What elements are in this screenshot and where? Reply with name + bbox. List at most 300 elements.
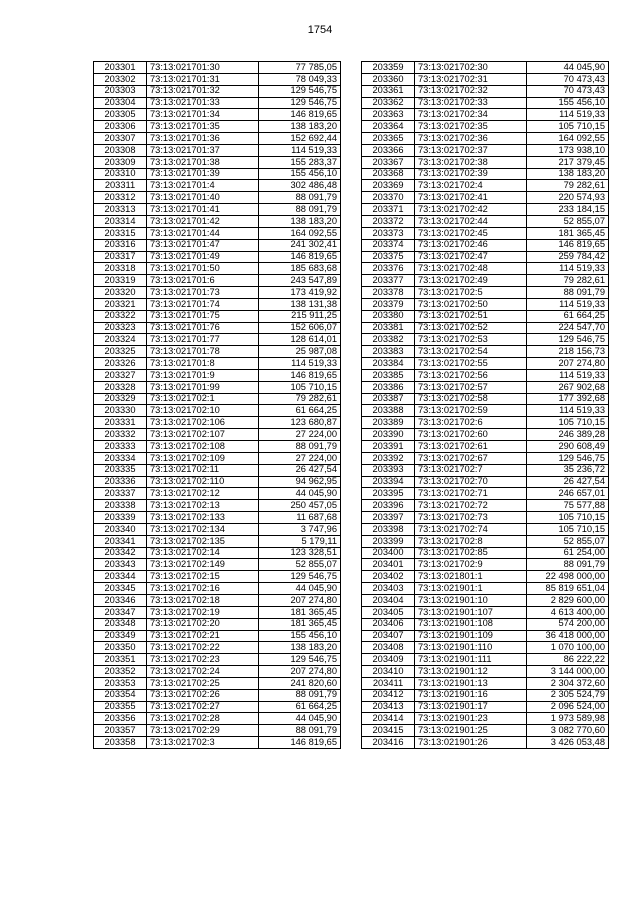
table-row: [94, 547, 341, 559]
table-row: [94, 606, 341, 618]
value-cell: 243 547,89: [259, 275, 341, 287]
table-row: [362, 144, 609, 156]
value-cell: 61 664,25: [259, 701, 341, 713]
record-number-cell: 203399: [362, 535, 415, 547]
value-cell: 114 519,33: [259, 144, 341, 156]
record-number-cell: 203304: [94, 97, 147, 109]
record-number-cell: 203387: [362, 393, 415, 405]
table-row: [94, 583, 341, 595]
value-cell: 94 962,95: [259, 476, 341, 488]
value-cell: 155 283,37: [259, 156, 341, 168]
table-row: [94, 441, 341, 453]
table-row: [94, 62, 341, 74]
cadastral-number-cell: 73:13:021702:31: [415, 73, 527, 85]
table-row: [362, 85, 609, 97]
value-cell: 138 183,20: [259, 642, 341, 654]
table-row: [94, 701, 341, 713]
value-cell: 61 254,00: [527, 547, 609, 559]
table-row: [94, 642, 341, 654]
value-cell: 44 045,90: [259, 713, 341, 725]
value-cell: 241 820,60: [259, 677, 341, 689]
table-row: [94, 144, 341, 156]
value-cell: 79 282,61: [259, 393, 341, 405]
value-cell: 129 546,75: [527, 334, 609, 346]
record-number-cell: 203385: [362, 369, 415, 381]
record-number-cell: 203347: [94, 606, 147, 618]
value-cell: 152 606,07: [259, 322, 341, 334]
value-cell: 181 365,45: [259, 606, 341, 618]
value-cell: 220 574,93: [527, 192, 609, 204]
cadastral-number-cell: 73:13:021702:149: [147, 559, 259, 571]
value-cell: 128 614,01: [259, 334, 341, 346]
cadastral-number-cell: 73:13:021701:36: [147, 133, 259, 145]
cadastral-number-cell: 73:13:021702:11: [147, 464, 259, 476]
table-row: [362, 346, 609, 358]
table-row: [94, 405, 341, 417]
cadastral-number-cell: 73:13:021702:3: [147, 737, 259, 749]
value-cell: 207 274,80: [259, 666, 341, 678]
record-number-cell: 203412: [362, 689, 415, 701]
record-number-cell: 203346: [94, 594, 147, 606]
record-number-cell: 203331: [94, 417, 147, 429]
record-number-cell: 203397: [362, 512, 415, 524]
record-number-cell: 203376: [362, 263, 415, 275]
cadastral-number-cell: 73:13:021701:6: [147, 275, 259, 287]
record-number-cell: 203319: [94, 275, 147, 287]
value-cell: 290 608,49: [527, 441, 609, 453]
table-row: [362, 417, 609, 429]
table-row: [362, 559, 609, 571]
value-cell: 129 546,75: [259, 571, 341, 583]
cadastral-number-cell: 73:13:021701:78: [147, 346, 259, 358]
value-cell: 138 183,20: [259, 121, 341, 133]
table-row: [94, 725, 341, 737]
table-row: [94, 73, 341, 85]
record-number-cell: 203326: [94, 358, 147, 370]
record-number-cell: 203384: [362, 358, 415, 370]
cadastral-number-cell: 73:13:021702:20: [147, 618, 259, 630]
record-number-cell: 203392: [362, 452, 415, 464]
cadastral-number-cell: 73:13:021701:49: [147, 251, 259, 263]
value-cell: 2 305 524,79: [527, 689, 609, 701]
record-number-cell: 203394: [362, 476, 415, 488]
value-cell: 246 389,28: [527, 429, 609, 441]
table-row: [94, 180, 341, 192]
value-cell: 177 392,68: [527, 393, 609, 405]
value-cell: 26 427,54: [527, 476, 609, 488]
value-cell: 574 200,00: [527, 618, 609, 630]
cadastral-number-cell: 73:13:021701:39: [147, 168, 259, 180]
table-row: [94, 239, 341, 251]
record-number-cell: 203311: [94, 180, 147, 192]
table-row: [362, 571, 609, 583]
record-number-cell: 203416: [362, 737, 415, 749]
record-number-cell: 203338: [94, 500, 147, 512]
table-row: [94, 594, 341, 606]
value-cell: 114 519,33: [527, 369, 609, 381]
record-number-cell: 203354: [94, 689, 147, 701]
value-cell: 105 710,15: [259, 381, 341, 393]
record-number-cell: 203314: [94, 215, 147, 227]
cadastral-number-cell: 73:13:021702:21: [147, 630, 259, 642]
record-number-cell: 203411: [362, 677, 415, 689]
table-row: [94, 630, 341, 642]
cadastral-number-cell: 73:13:021901:111: [415, 654, 527, 666]
value-cell: 302 486,48: [259, 180, 341, 192]
record-number-cell: 203343: [94, 559, 147, 571]
value-cell: 164 092,55: [527, 133, 609, 145]
cadastral-number-cell: 73:13:021702:133: [147, 512, 259, 524]
record-number-cell: 203407: [362, 630, 415, 642]
table-row: [94, 689, 341, 701]
record-number-cell: 203404: [362, 594, 415, 606]
table-row: [362, 97, 609, 109]
value-cell: 146 819,65: [259, 369, 341, 381]
table-row: [94, 559, 341, 571]
cadastral-number-cell: 73:13:021701:75: [147, 310, 259, 322]
value-cell: 105 710,15: [527, 523, 609, 535]
cadastral-number-cell: 73:13:021701:33: [147, 97, 259, 109]
record-number-cell: 203313: [94, 204, 147, 216]
value-cell: 114 519,33: [259, 358, 341, 370]
value-cell: 215 911,25: [259, 310, 341, 322]
cadastral-number-cell: 73:13:021702:46: [415, 239, 527, 251]
cadastral-number-cell: 73:13:021702:61: [415, 441, 527, 453]
value-cell: 129 546,75: [259, 97, 341, 109]
record-number-cell: 203341: [94, 535, 147, 547]
table-row: [94, 535, 341, 547]
cadastral-number-cell: 73:13:021701:35: [147, 121, 259, 133]
cadastral-number-cell: 73:13:021901:1: [415, 583, 527, 595]
record-number-cell: 203398: [362, 523, 415, 535]
record-number-cell: 203405: [362, 606, 415, 618]
value-cell: 146 819,65: [259, 251, 341, 263]
table-row: [362, 535, 609, 547]
table-row: [362, 476, 609, 488]
value-cell: 233 184,15: [527, 204, 609, 216]
cadastral-number-cell: 73:13:021702:72: [415, 500, 527, 512]
table-row: [362, 263, 609, 275]
value-cell: 105 710,15: [527, 512, 609, 524]
record-number-cell: 203377: [362, 275, 415, 287]
record-number-cell: 203335: [94, 464, 147, 476]
table-row: [362, 689, 609, 701]
table-row: [94, 310, 341, 322]
cadastral-number-cell: 73:13:021702:15: [147, 571, 259, 583]
value-cell: 52 855,07: [259, 559, 341, 571]
cadastral-number-cell: 73:13:021702:107: [147, 429, 259, 441]
record-number-cell: 203302: [94, 73, 147, 85]
record-number-cell: 203305: [94, 109, 147, 121]
value-cell: 3 747,96: [259, 523, 341, 535]
record-number-cell: 203316: [94, 239, 147, 251]
cadastral-number-cell: 73:13:021702:41: [415, 192, 527, 204]
value-cell: 181 365,45: [259, 618, 341, 630]
cadastral-number-cell: 73:13:021701:44: [147, 227, 259, 239]
value-cell: 4 613 400,00: [527, 606, 609, 618]
cadastral-number-cell: 73:13:021702:58: [415, 393, 527, 405]
table-row: [94, 417, 341, 429]
table-row: [94, 393, 341, 405]
table-row: [362, 547, 609, 559]
cadastral-number-cell: 73:13:021701:47: [147, 239, 259, 251]
table-row: [362, 73, 609, 85]
table-row: [94, 488, 341, 500]
record-number-cell: 203365: [362, 133, 415, 145]
record-number-cell: 203348: [94, 618, 147, 630]
cadastral-number-cell: 73:13:021701:32: [147, 85, 259, 97]
cadastral-number-cell: 73:13:021701:9: [147, 369, 259, 381]
cadastral-number-cell: 73:13:021702:109: [147, 452, 259, 464]
record-number-cell: 203386: [362, 381, 415, 393]
table-row: [362, 121, 609, 133]
table-row: [94, 298, 341, 310]
cadastral-number-cell: 73:13:021701:50: [147, 263, 259, 275]
cadastral-number-cell: 73:13:021701:41: [147, 204, 259, 216]
value-cell: 181 365,45: [527, 227, 609, 239]
record-number-cell: 203352: [94, 666, 147, 678]
record-number-cell: 203350: [94, 642, 147, 654]
table-row: [362, 133, 609, 145]
record-number-cell: 203370: [362, 192, 415, 204]
table-row: [362, 523, 609, 535]
table-row: [362, 512, 609, 524]
record-number-cell: 203309: [94, 156, 147, 168]
cadastral-number-cell: 73:13:021901:23: [415, 713, 527, 725]
value-cell: 138 131,38: [259, 298, 341, 310]
table-row: [94, 109, 341, 121]
table-row: [362, 192, 609, 204]
cadastral-number-cell: 73:13:021901:107: [415, 606, 527, 618]
cadastral-number-cell: 73:13:021702:71: [415, 488, 527, 500]
table-row: [94, 618, 341, 630]
record-number-cell: 203322: [94, 310, 147, 322]
value-cell: 22 498 000,00: [527, 571, 609, 583]
cadastral-number-cell: 73:13:021702:44: [415, 215, 527, 227]
value-cell: 155 456,10: [259, 168, 341, 180]
cadastral-number-cell: 73:13:021702:29: [147, 725, 259, 737]
value-cell: 155 456,10: [527, 97, 609, 109]
record-number-cell: 203303: [94, 85, 147, 97]
value-cell: 11 687,68: [259, 512, 341, 524]
table-row: [362, 630, 609, 642]
record-number-cell: 203406: [362, 618, 415, 630]
record-number-cell: 203403: [362, 583, 415, 595]
record-number-cell: 203318: [94, 263, 147, 275]
cadastral-number-cell: 73:13:021702:1: [147, 393, 259, 405]
cadastral-number-cell: 73:13:021702:13: [147, 500, 259, 512]
record-number-cell: 203323: [94, 322, 147, 334]
cadastral-number-cell: 73:13:021702:9: [415, 559, 527, 571]
value-cell: 250 457,05: [259, 500, 341, 512]
record-number-cell: 203330: [94, 405, 147, 417]
table-row: [362, 441, 609, 453]
record-number-cell: 203358: [94, 737, 147, 749]
table-row: [94, 156, 341, 168]
record-number-cell: 203388: [362, 405, 415, 417]
cadastral-number-cell: 73:13:021702:5: [415, 287, 527, 299]
record-number-cell: 203391: [362, 441, 415, 453]
value-cell: 1 070 100,00: [527, 642, 609, 654]
cadastral-number-cell: 73:13:021702:59: [415, 405, 527, 417]
cadastral-number-cell: 73:13:021702:39: [415, 168, 527, 180]
table-row: [362, 488, 609, 500]
value-cell: 129 546,75: [527, 452, 609, 464]
value-cell: 52 855,07: [527, 535, 609, 547]
record-number-cell: 203359: [362, 62, 415, 74]
cadastral-number-cell: 73:13:021901:12: [415, 666, 527, 678]
value-cell: 123 328,51: [259, 547, 341, 559]
table-row: [362, 606, 609, 618]
page-number: 1754: [307, 24, 333, 36]
record-number-cell: 203351: [94, 654, 147, 666]
table-row: [362, 393, 609, 405]
cadastral-number-cell: 73:13:021702:22: [147, 642, 259, 654]
cadastral-number-cell: 73:13:021901:109: [415, 630, 527, 642]
table-row: [362, 666, 609, 678]
cadastral-number-cell: 73:13:021702:33: [415, 97, 527, 109]
cadastral-number-cell: 73:13:021702:47: [415, 251, 527, 263]
cadastral-number-cell: 73:13:021701:34: [147, 109, 259, 121]
record-number-cell: 203306: [94, 121, 147, 133]
value-cell: 123 680,87: [259, 417, 341, 429]
table-row: [362, 180, 609, 192]
value-cell: 146 819,65: [259, 109, 341, 121]
table-row: [94, 334, 341, 346]
record-number-cell: 203366: [362, 144, 415, 156]
table-row: [362, 156, 609, 168]
record-number-cell: 203402: [362, 571, 415, 583]
record-number-cell: 203312: [94, 192, 147, 204]
record-number-cell: 203307: [94, 133, 147, 145]
record-number-cell: 203357: [94, 725, 147, 737]
value-cell: 114 519,33: [527, 405, 609, 417]
value-cell: 88 091,79: [259, 689, 341, 701]
value-cell: 207 274,80: [259, 594, 341, 606]
record-number-cell: 203310: [94, 168, 147, 180]
value-cell: 44 045,90: [527, 62, 609, 74]
cadastral-number-cell: 73:13:021702:70: [415, 476, 527, 488]
record-number-cell: 203325: [94, 346, 147, 358]
record-number-cell: 203315: [94, 227, 147, 239]
cadastral-number-cell: 73:13:021702:135: [147, 535, 259, 547]
record-number-cell: 203339: [94, 512, 147, 524]
table-row: [362, 654, 609, 666]
cadastral-number-cell: 73:13:021901:13: [415, 677, 527, 689]
record-number-cell: 203333: [94, 441, 147, 453]
cadastral-number-cell: 73:13:021702:51: [415, 310, 527, 322]
table-row: [94, 452, 341, 464]
table-row: [94, 322, 341, 334]
table-row: [362, 618, 609, 630]
record-number-cell: 203401: [362, 559, 415, 571]
value-cell: 3 426 053,48: [527, 737, 609, 749]
record-number-cell: 203390: [362, 429, 415, 441]
record-number-cell: 203324: [94, 334, 147, 346]
value-cell: 27 224,00: [259, 452, 341, 464]
value-cell: 105 710,15: [527, 417, 609, 429]
value-cell: 217 379,45: [527, 156, 609, 168]
record-number-cell: 203389: [362, 417, 415, 429]
value-cell: 61 664,25: [259, 405, 341, 417]
value-cell: 2 096 524,00: [527, 701, 609, 713]
value-cell: 155 456,10: [259, 630, 341, 642]
table-row: [362, 239, 609, 251]
value-cell: 138 183,20: [527, 168, 609, 180]
cadastral-number-cell: 73:13:021702:30: [415, 62, 527, 74]
cadastral-number-cell: 73:13:021702:42: [415, 204, 527, 216]
record-number-cell: 203332: [94, 429, 147, 441]
table-row: [94, 523, 341, 535]
record-number-cell: 203342: [94, 547, 147, 559]
cadastral-number-cell: 73:13:021901:16: [415, 689, 527, 701]
cadastral-number-cell: 73:13:021702:53: [415, 334, 527, 346]
table-row: [362, 737, 609, 749]
value-cell: 44 045,90: [259, 488, 341, 500]
record-number-cell: 203363: [362, 109, 415, 121]
value-cell: 85 819 651,04: [527, 583, 609, 595]
value-cell: 88 091,79: [259, 204, 341, 216]
value-cell: 246 657,01: [527, 488, 609, 500]
cadastral-number-cell: 73:13:021702:56: [415, 369, 527, 381]
value-cell: 2 304 372,60: [527, 677, 609, 689]
value-cell: 44 045,90: [259, 583, 341, 595]
record-number-cell: 203413: [362, 701, 415, 713]
table-row: [94, 464, 341, 476]
value-cell: 79 282,61: [527, 180, 609, 192]
table-row: [94, 571, 341, 583]
record-number-cell: 203378: [362, 287, 415, 299]
table-row: [362, 452, 609, 464]
value-cell: 75 577,88: [527, 500, 609, 512]
cadastral-number-cell: 73:13:021702:28: [147, 713, 259, 725]
cadastral-number-cell: 73:13:021702:57: [415, 381, 527, 393]
value-cell: 88 091,79: [527, 559, 609, 571]
cadastral-number-cell: 73:13:021702:18: [147, 594, 259, 606]
table-row: [94, 227, 341, 239]
cadastral-number-cell: 73:13:021702:6: [415, 417, 527, 429]
cadastral-number-cell: 73:13:021701:38: [147, 156, 259, 168]
value-cell: 77 785,05: [259, 62, 341, 74]
cadastral-number-cell: 73:13:021702:55: [415, 358, 527, 370]
table-row: [362, 594, 609, 606]
record-number-cell: 203336: [94, 476, 147, 488]
record-number-cell: 203308: [94, 144, 147, 156]
record-number-cell: 203409: [362, 654, 415, 666]
cadastral-number-cell: 73:13:021702:50: [415, 298, 527, 310]
cadastral-number-cell: 73:13:021702:27: [147, 701, 259, 713]
right-cadastral-table: [361, 61, 609, 749]
cadastral-number-cell: 73:13:021901:108: [415, 618, 527, 630]
cadastral-number-cell: 73:13:021701:74: [147, 298, 259, 310]
table-row: [94, 500, 341, 512]
value-cell: 173 419,92: [259, 287, 341, 299]
cadastral-number-cell: 73:13:021701:73: [147, 287, 259, 299]
cadastral-number-cell: 73:13:021702:45: [415, 227, 527, 239]
table-row: [362, 62, 609, 74]
cadastral-number-cell: 73:13:021901:17: [415, 701, 527, 713]
table-row: [362, 642, 609, 654]
table-row: [362, 725, 609, 737]
value-cell: 79 282,61: [527, 275, 609, 287]
record-number-cell: 203337: [94, 488, 147, 500]
table-row: [362, 322, 609, 334]
table-row: [362, 334, 609, 346]
cadastral-number-cell: 73:13:021702:60: [415, 429, 527, 441]
cadastral-number-cell: 73:13:021702:110: [147, 476, 259, 488]
value-cell: 88 091,79: [527, 287, 609, 299]
value-cell: 5 179,11: [259, 535, 341, 547]
